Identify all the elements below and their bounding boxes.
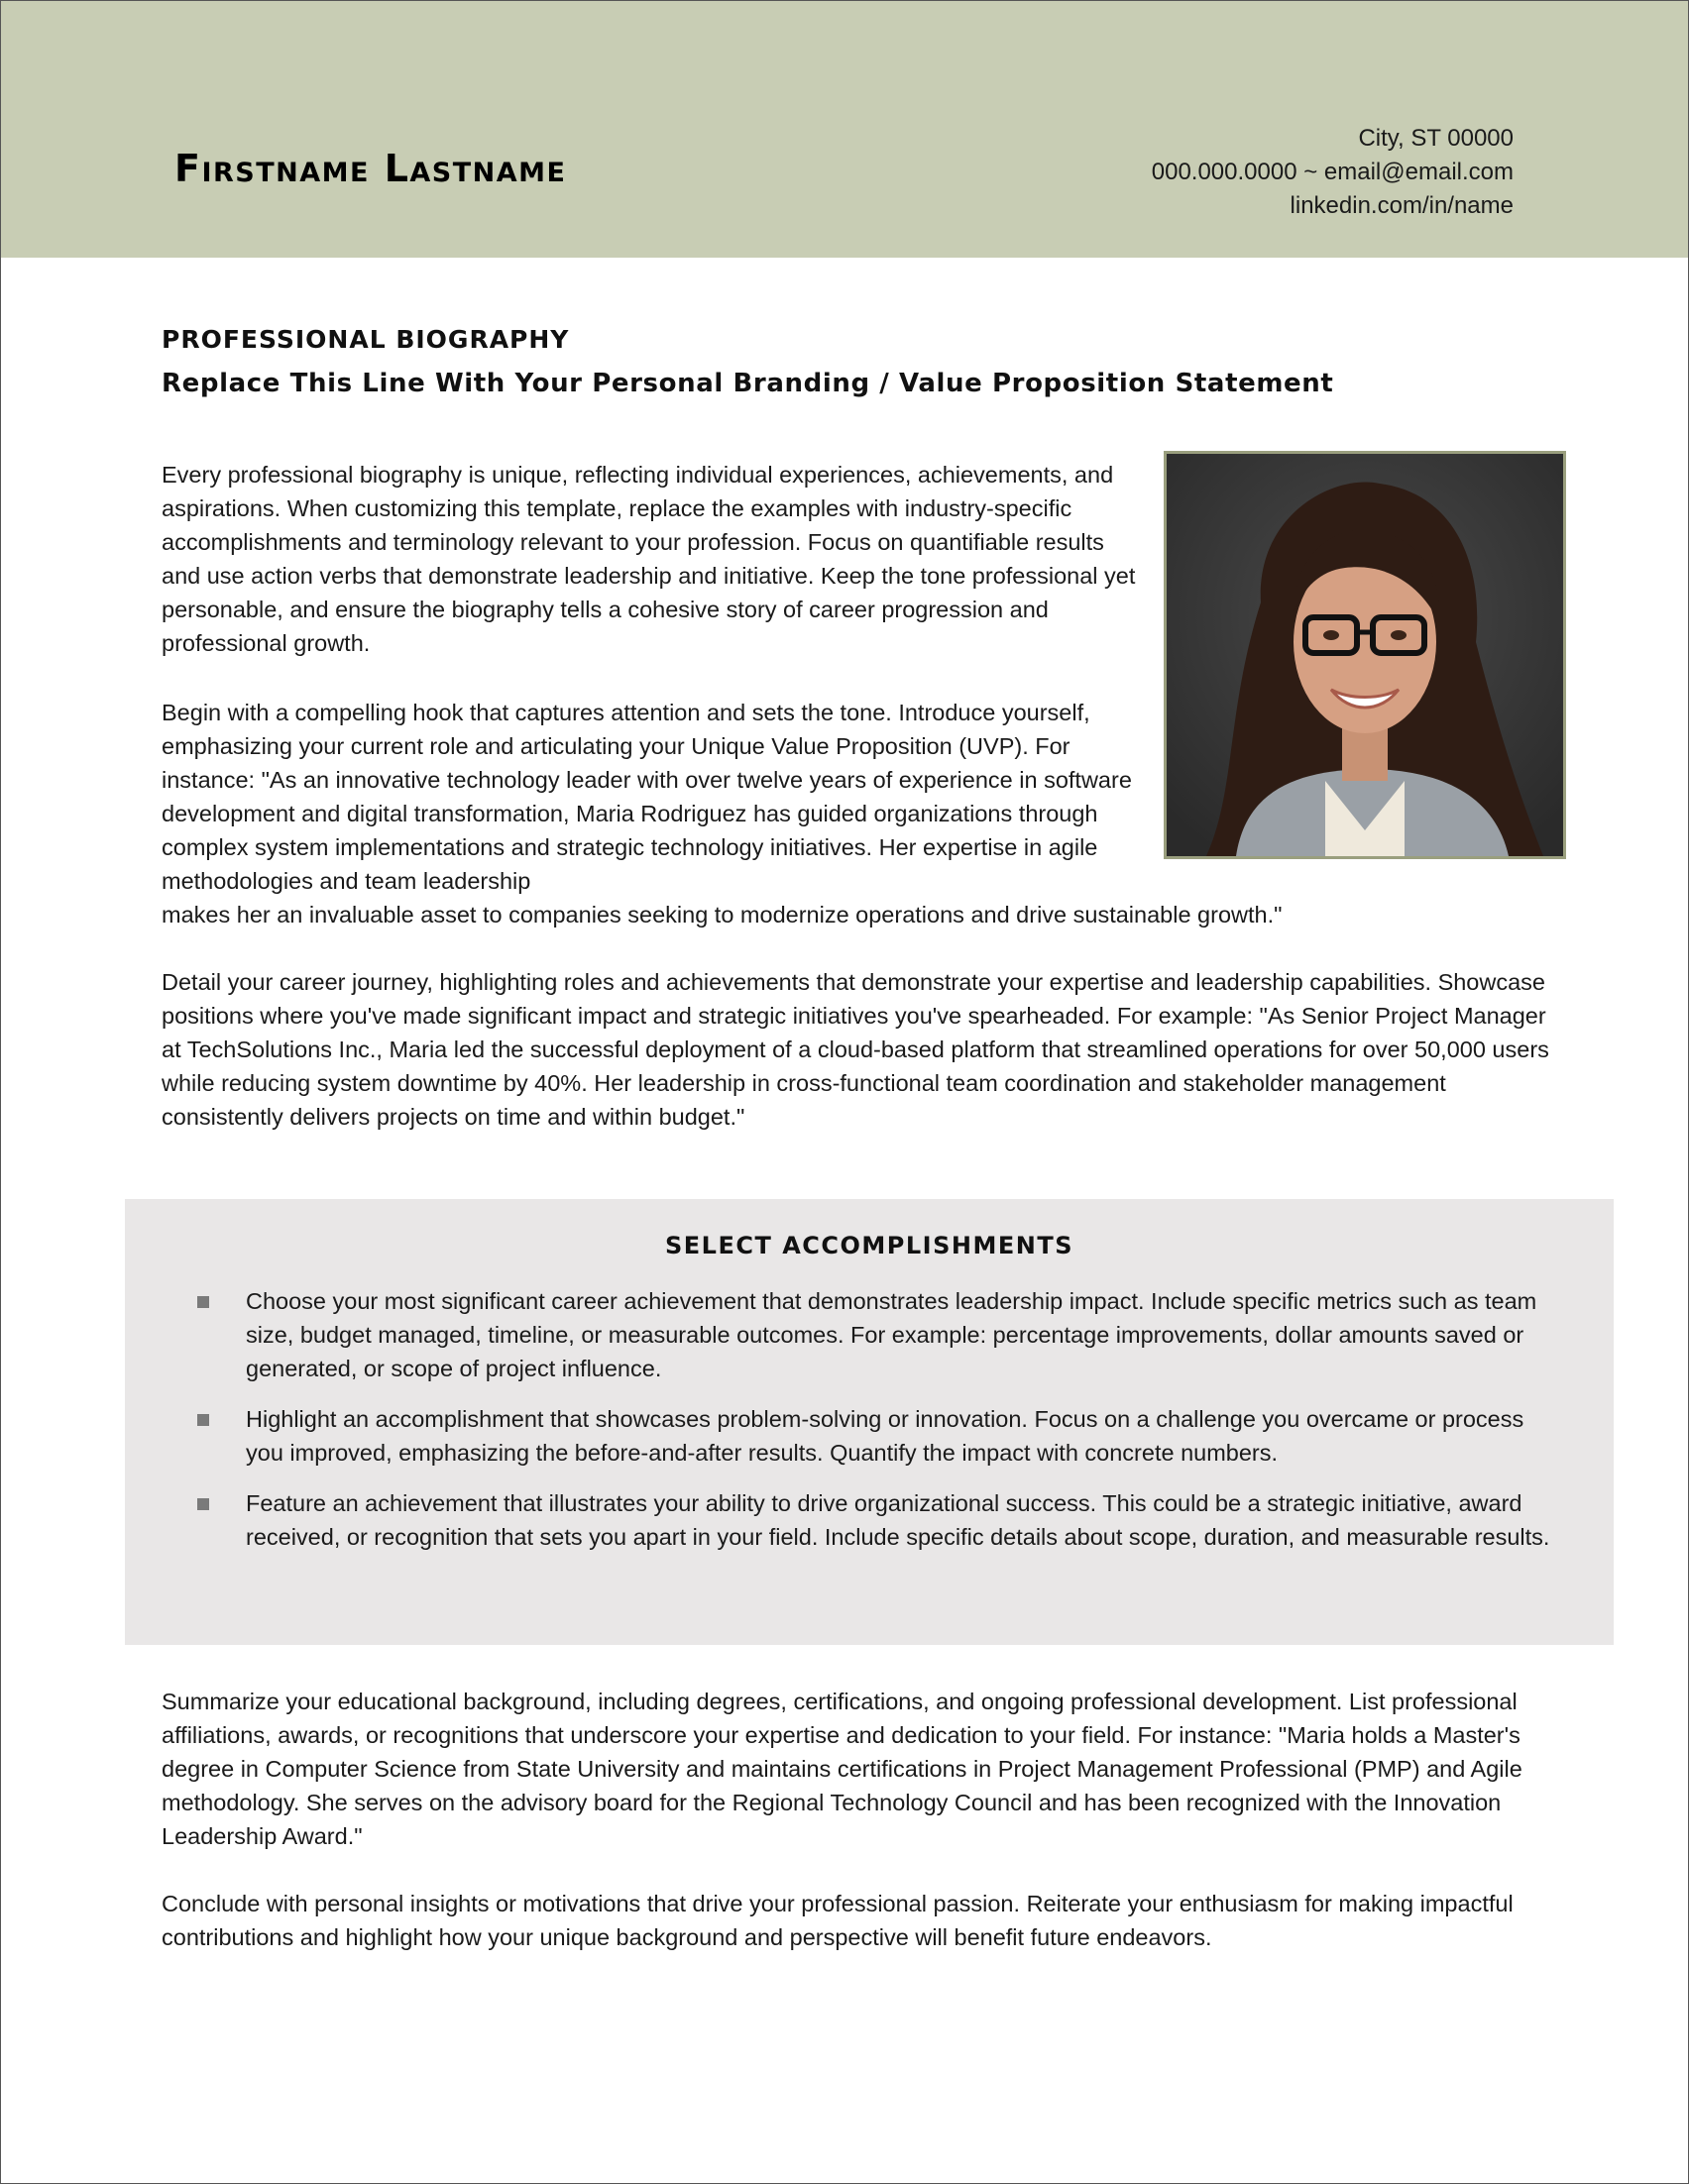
- portrait-photo: [1164, 451, 1566, 859]
- conclusion-paragraph: Conclude with personal insights or motivations that drive your professional passion. Reiterate your enthusiasm for making impactful contributions and highlight how your unique background and perspective will benefit future endeavors.: [162, 1891, 1514, 1950]
- bio-paragraph-1: Every professional biography is unique, reflecting individual experiences, achievements, and aspirations. When customizing this template, replace the examples with industry-specific accomplishments and terminology relevant to your profession. Focus on quantifiable results and use action verbs that demonstrate leadership and initiative. Keep the tone professional yet personable, and ensure the biography tells a cohesive story of career progression and professional growth.: [162, 462, 1136, 656]
- bio-paragraph-3: Detail your career journey, highlighting roles and achievements that demonstrate your expertise and leadership capabilities. Showcase positions where you've made significant impact and strategic initiatives you've spearheaded. For example: "As Senior Project Manager at TechSolutions Inc., Maria led the successful deployment of a cloud-based platform that streamlined operations for over 50,000 users while reducing system downtime by 40%. Her leadership in cross-functional team coordination and stakeholder management consistently delivers projects on time and within budget.": [162, 969, 1549, 1130]
- value-proposition-statement: Replace This Line With Your Personal Branding / Value Proposition Statement: [162, 369, 1334, 398]
- accomplishment-text: Feature an achievement that illustrates your ability to drive organizational success. This could be a strategic initiative, award received, or recognition that sets you apart in your field. Include specific details about scope, duration, and measurable results.: [246, 1490, 1550, 1550]
- accomplishment-text: Choose your most significant career achievement that demonstrates leadership impact. Include specific metrics such as team size, budget managed, timeline, or measurable outcomes. For example: percentage improvements, dollar amounts saved or generated, or scope of project influence.: [246, 1288, 1537, 1381]
- square-bullet-icon: [197, 1498, 209, 1510]
- accomplishments-list: [197, 1284, 1565, 1571]
- contact-phone-email: 000.000.0000 ~ email@email.com: [1151, 159, 1514, 185]
- accomplishments-title: SELECT ACCOMPLISHMENTS: [665, 1232, 1073, 1259]
- education-paragraph: Summarize your educational background, including degrees, certifications, and ongoing professional development. List professional affiliations, awards, or recognitions that underscore your expertise and dedication to your field. For instance: "Maria holds a Master's degree in Computer Science from State University and maintains certifications in Project Management Professional (PMP) and Agile methodology. She serves on the advisory board for the Regional Technology Council and has been recognized with the Innovation Leadership Award.": [162, 1689, 1522, 1849]
- bio-paragraph-2-continued: makes her an invaluable asset to companies seeking to modernize operations and drive sustainable growth.": [162, 902, 1283, 928]
- list-item: [197, 1284, 1565, 1385]
- list-item: [197, 1402, 1565, 1470]
- bio-paragraph-2: Begin with a compelling hook that captures attention and sets the tone. Introduce yourself, emphasizing your current role and articulating your Unique Value Proposition (UVP). For instance: "As an innovative technology leader with over twelve years of experience in software development and digital transformation, Maria Rodriguez has guided organizations through complex system implementations and strategic technology initiatives. Her expertise in agile methodologies and team leadership: [162, 700, 1132, 894]
- accomplishment-text: Highlight an accomplishment that showcases problem-solving or innovation. Focus on a challenge you overcame or process you improved, emphasizing the before-and-after results. Quantify the impact with concrete numbers.: [246, 1406, 1524, 1466]
- square-bullet-icon: [197, 1296, 209, 1308]
- contact-info: [1152, 122, 1514, 223]
- list-item: [197, 1486, 1565, 1554]
- square-bullet-icon: [197, 1414, 209, 1426]
- contact-linkedin: linkedin.com/in/name: [1290, 192, 1514, 219]
- contact-location: City, ST 00000: [1358, 125, 1514, 152]
- candidate-name: Firstname Lastname: [174, 147, 567, 190]
- portrait-illustration: [1167, 454, 1563, 856]
- biography-title: PROFESSIONAL BIOGRAPHY: [162, 325, 570, 354]
